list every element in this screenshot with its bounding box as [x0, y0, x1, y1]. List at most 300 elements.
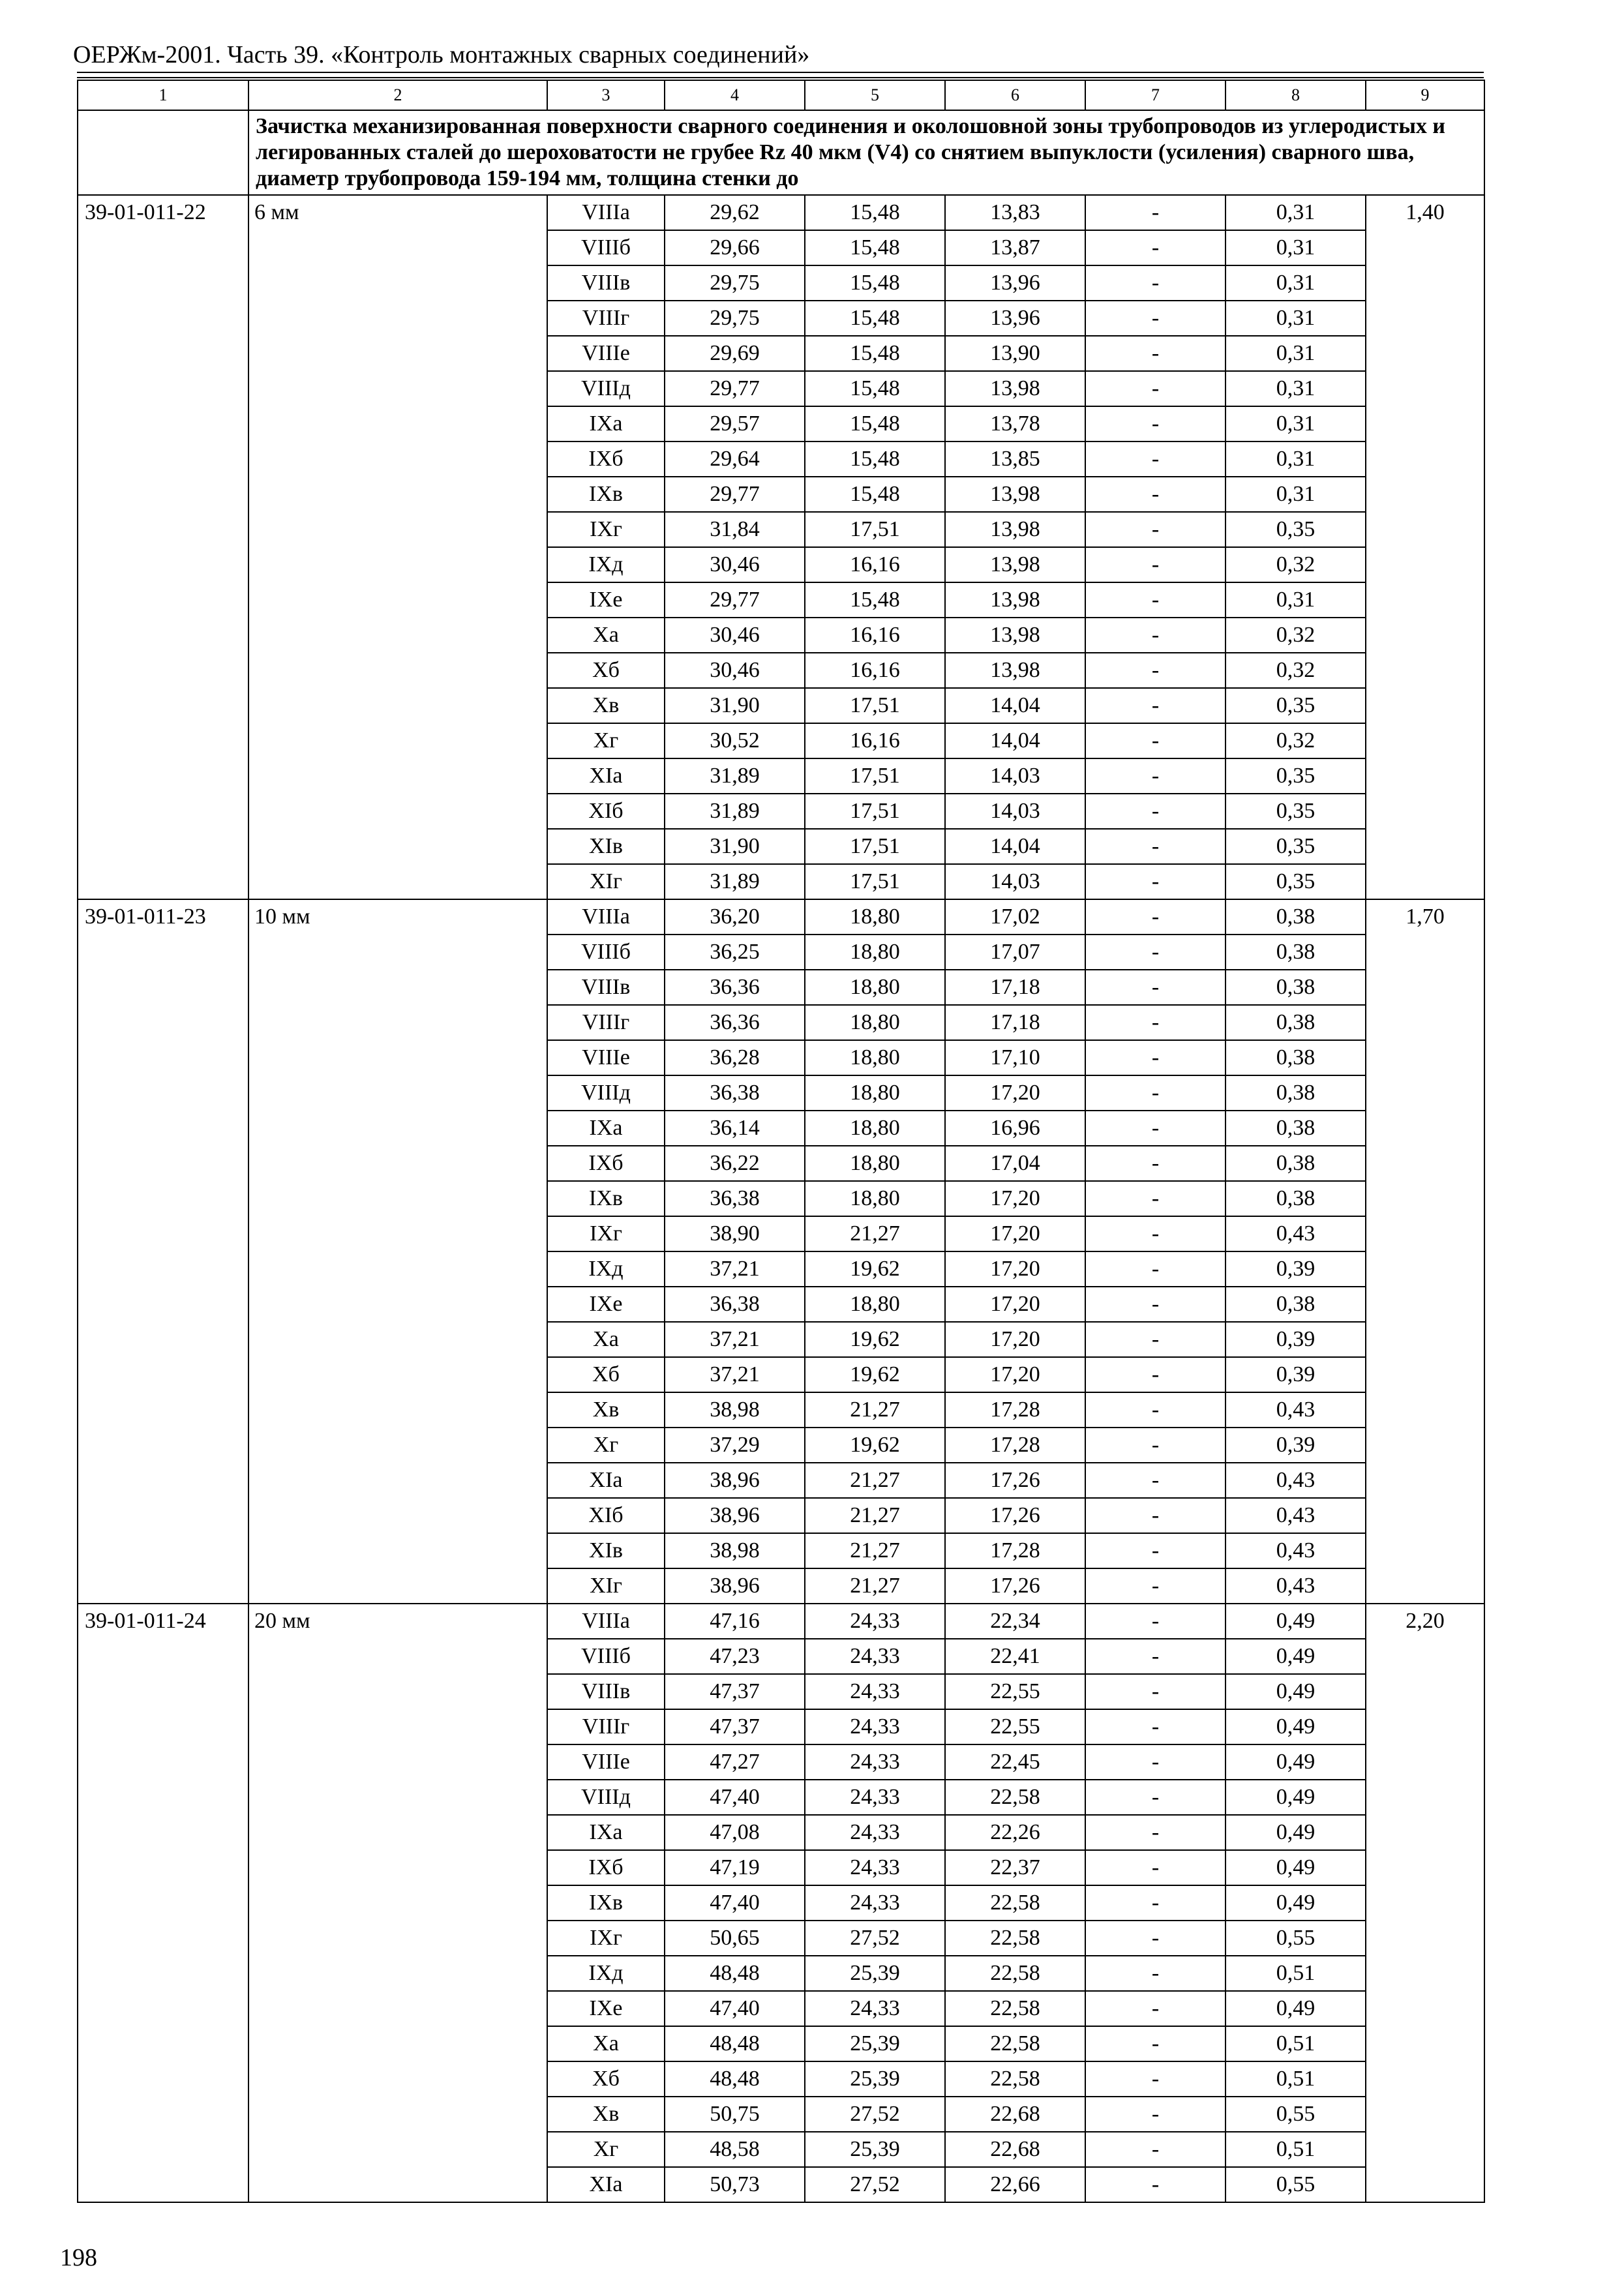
cell-col-7: -: [1085, 1428, 1226, 1463]
cell-col-5: 18,80: [805, 1146, 945, 1181]
column-number: 2: [248, 80, 547, 110]
cell-col-7: -: [1085, 1533, 1226, 1568]
cell-col-6: 22,66: [945, 2167, 1085, 2202]
cell-col-4: 36,28: [665, 1040, 805, 1075]
cell-col-5: 21,27: [805, 1533, 945, 1568]
wall-thickness: 20 мм: [248, 1604, 547, 2202]
cell-col-8: 0,38: [1226, 1287, 1366, 1322]
cell-col-3: VIIIб: [547, 230, 665, 265]
cell-col-6: 22,58: [945, 1956, 1085, 1991]
cell-col-4: 36,25: [665, 935, 805, 970]
cell-col-4: 47,27: [665, 1744, 805, 1780]
cell-col-7: -: [1085, 547, 1226, 582]
cell-col-7: -: [1085, 336, 1226, 371]
cell-col-4: 48,48: [665, 2061, 805, 2097]
cell-col-4: 31,89: [665, 794, 805, 829]
cell-col-4: 47,19: [665, 1850, 805, 1885]
cell-col-7: -: [1085, 723, 1226, 758]
cell-col-3: Xб: [547, 2061, 665, 2097]
cell-col-5: 25,39: [805, 2061, 945, 2097]
cell-col-8: 0,51: [1226, 1956, 1366, 1991]
cell-col-7: -: [1085, 477, 1226, 512]
cell-col-9: 2,20: [1366, 1604, 1484, 2202]
cell-col-7: -: [1085, 512, 1226, 547]
cell-col-3: Xг: [547, 723, 665, 758]
cell-col-6: 17,28: [945, 1392, 1085, 1428]
cell-col-4: 36,38: [665, 1181, 805, 1216]
cell-col-5: 16,16: [805, 547, 945, 582]
cell-col-8: 0,39: [1226, 1428, 1366, 1463]
cell-col-8: 0,38: [1226, 1181, 1366, 1216]
cell-col-4: 48,58: [665, 2132, 805, 2167]
cell-col-3: XIа: [547, 2167, 665, 2202]
section-title-row: [78, 110, 1484, 195]
cell-col-7: -: [1085, 1815, 1226, 1850]
cell-col-5: 15,48: [805, 477, 945, 512]
cell-col-8: 0,31: [1226, 265, 1366, 301]
cell-col-4: 29,77: [665, 371, 805, 406]
cell-col-6: 17,18: [945, 970, 1085, 1005]
cell-col-3: VIIIа: [547, 195, 665, 230]
cell-col-4: 31,90: [665, 688, 805, 723]
cell-col-8: 0,51: [1226, 2026, 1366, 2061]
cell-col-5: 24,33: [805, 1604, 945, 1639]
cell-col-6: 13,98: [945, 618, 1085, 653]
cell-col-6: 13,90: [945, 336, 1085, 371]
cell-col-8: 0,43: [1226, 1216, 1366, 1251]
cell-col-4: 38,96: [665, 1568, 805, 1604]
cell-col-6: 13,98: [945, 371, 1085, 406]
cell-col-4: 47,16: [665, 1604, 805, 1639]
cell-col-4: 47,40: [665, 1885, 805, 1921]
cell-col-9: 1,40: [1366, 195, 1484, 899]
cell-col-6: 22,26: [945, 1815, 1085, 1850]
cell-col-4: 29,62: [665, 195, 805, 230]
cell-col-7: -: [1085, 864, 1226, 899]
cell-col-7: -: [1085, 1709, 1226, 1744]
cell-col-3: IXа: [547, 1111, 665, 1146]
cell-col-8: 0,35: [1226, 688, 1366, 723]
page-number: 198: [60, 2244, 97, 2271]
cell-col-6: 22,58: [945, 1991, 1085, 2026]
cell-col-5: 27,52: [805, 2167, 945, 2202]
norm-code: 39-01-011-23: [78, 899, 248, 1604]
cell-col-4: 47,08: [665, 1815, 805, 1850]
cell-col-8: 0,38: [1226, 970, 1366, 1005]
cell-col-5: 18,80: [805, 1040, 945, 1075]
cell-col-3: VIIIе: [547, 1744, 665, 1780]
cell-col-8: 0,49: [1226, 1744, 1366, 1780]
cell-col-5: 19,62: [805, 1428, 945, 1463]
cell-col-5: 21,27: [805, 1392, 945, 1428]
cell-col-4: 50,75: [665, 2097, 805, 2132]
cell-col-4: 37,29: [665, 1428, 805, 1463]
cell-col-5: 18,80: [805, 1111, 945, 1146]
cell-col-7: -: [1085, 1463, 1226, 1498]
cell-col-6: 22,37: [945, 1850, 1085, 1885]
cell-col-7: -: [1085, 1850, 1226, 1885]
cell-col-5: 25,39: [805, 2026, 945, 2061]
cell-col-7: -: [1085, 301, 1226, 336]
cell-col-5: 19,62: [805, 1357, 945, 1392]
cell-col-6: 22,55: [945, 1709, 1085, 1744]
section-title-blank-cell: [78, 110, 248, 195]
cell-col-8: 0,51: [1226, 2132, 1366, 2167]
cell-col-7: -: [1085, 2167, 1226, 2202]
cell-col-8: 0,38: [1226, 1040, 1366, 1075]
cell-col-8: 0,38: [1226, 1005, 1366, 1040]
cell-col-3: VIIIг: [547, 1005, 665, 1040]
cell-col-7: -: [1085, 1392, 1226, 1428]
cell-col-4: 36,14: [665, 1111, 805, 1146]
cell-col-7: -: [1085, 1991, 1226, 2026]
cell-col-7: -: [1085, 935, 1226, 970]
cell-col-7: -: [1085, 1357, 1226, 1392]
cell-col-4: 36,20: [665, 899, 805, 935]
cell-col-4: 29,75: [665, 265, 805, 301]
cell-col-8: 0,31: [1226, 582, 1366, 618]
cell-col-7: -: [1085, 1111, 1226, 1146]
cell-col-3: XIв: [547, 1533, 665, 1568]
cell-col-7: -: [1085, 1674, 1226, 1709]
cell-col-4: 37,21: [665, 1357, 805, 1392]
cell-col-6: 13,78: [945, 406, 1085, 441]
cell-col-4: 50,73: [665, 2167, 805, 2202]
norm-code: 39-01-011-22: [78, 195, 248, 899]
cell-col-8: 0,38: [1226, 1111, 1366, 1146]
cell-col-5: 24,33: [805, 1815, 945, 1850]
cell-col-4: 31,89: [665, 864, 805, 899]
cell-col-4: 47,40: [665, 1991, 805, 2026]
cell-col-5: 16,16: [805, 653, 945, 688]
cell-col-5: 25,39: [805, 2132, 945, 2167]
cell-col-3: IXд: [547, 1956, 665, 1991]
cell-col-7: -: [1085, 1639, 1226, 1674]
cell-col-6: 17,04: [945, 1146, 1085, 1181]
cell-col-8: 0,55: [1226, 2167, 1366, 2202]
cell-col-4: 30,46: [665, 618, 805, 653]
cell-col-4: 38,98: [665, 1392, 805, 1428]
column-number: 9: [1366, 80, 1484, 110]
cell-col-6: 17,20: [945, 1322, 1085, 1357]
header-rule-bottom: [77, 77, 1484, 78]
cell-col-6: 17,26: [945, 1568, 1085, 1604]
cell-col-6: 22,68: [945, 2132, 1085, 2167]
cell-col-7: -: [1085, 794, 1226, 829]
header-rule-top: [77, 72, 1484, 73]
cell-col-4: 47,37: [665, 1674, 805, 1709]
column-number: 5: [805, 80, 945, 110]
cell-col-8: 0,49: [1226, 1885, 1366, 1921]
cell-col-4: 29,77: [665, 477, 805, 512]
cell-col-8: 0,49: [1226, 1991, 1366, 2026]
cell-col-8: 0,49: [1226, 1604, 1366, 1639]
cell-col-4: 38,90: [665, 1216, 805, 1251]
cell-col-6: 13,98: [945, 653, 1085, 688]
cell-col-3: VIIIг: [547, 301, 665, 336]
cell-col-4: 36,38: [665, 1075, 805, 1111]
cell-col-7: -: [1085, 265, 1226, 301]
cell-col-5: 17,51: [805, 829, 945, 864]
cell-col-3: Xа: [547, 618, 665, 653]
cell-col-3: IXд: [547, 1251, 665, 1287]
cell-col-3: IXа: [547, 406, 665, 441]
cell-col-8: 0,32: [1226, 723, 1366, 758]
cell-col-7: -: [1085, 899, 1226, 935]
cell-col-4: 29,75: [665, 301, 805, 336]
cell-col-6: 17,28: [945, 1428, 1085, 1463]
cell-col-3: Xа: [547, 1322, 665, 1357]
cell-col-5: 19,62: [805, 1251, 945, 1287]
column-number: 4: [665, 80, 805, 110]
cell-col-8: 0,31: [1226, 441, 1366, 477]
cell-col-5: 18,80: [805, 1287, 945, 1322]
cell-col-5: 18,80: [805, 935, 945, 970]
cell-col-7: -: [1085, 1251, 1226, 1287]
cell-col-3: IXв: [547, 477, 665, 512]
cell-col-8: 0,35: [1226, 794, 1366, 829]
cell-col-3: VIIIд: [547, 371, 665, 406]
cell-col-3: VIIIб: [547, 935, 665, 970]
cell-col-6: 14,03: [945, 794, 1085, 829]
cell-col-8: 0,38: [1226, 935, 1366, 970]
cell-col-7: -: [1085, 618, 1226, 653]
cell-col-4: 29,57: [665, 406, 805, 441]
cell-col-7: -: [1085, 758, 1226, 794]
cell-col-8: 0,51: [1226, 2061, 1366, 2097]
wall-thickness: 6 мм: [248, 195, 547, 899]
cell-col-3: Xб: [547, 653, 665, 688]
cell-col-5: 21,27: [805, 1498, 945, 1533]
cell-col-6: 22,34: [945, 1604, 1085, 1639]
cell-col-7: -: [1085, 1040, 1226, 1075]
cell-col-7: -: [1085, 1568, 1226, 1604]
cell-col-8: 0,43: [1226, 1463, 1366, 1498]
cell-col-3: IXг: [547, 1921, 665, 1956]
cell-col-3: IXе: [547, 1991, 665, 2026]
cell-col-3: IXд: [547, 547, 665, 582]
cell-col-6: 22,58: [945, 2061, 1085, 2097]
cell-col-5: 15,48: [805, 230, 945, 265]
cell-col-7: -: [1085, 1287, 1226, 1322]
cell-col-3: IXг: [547, 1216, 665, 1251]
cell-col-7: -: [1085, 406, 1226, 441]
cell-col-5: 15,48: [805, 301, 945, 336]
cell-col-7: -: [1085, 195, 1226, 230]
cell-col-5: 15,48: [805, 441, 945, 477]
cell-col-8: 0,38: [1226, 1075, 1366, 1111]
cell-col-8: 0,35: [1226, 864, 1366, 899]
cell-col-3: Xг: [547, 1428, 665, 1463]
cell-col-3: VIIIв: [547, 970, 665, 1005]
cell-col-6: 17,26: [945, 1463, 1085, 1498]
cell-col-7: -: [1085, 371, 1226, 406]
cell-col-6: 17,18: [945, 1005, 1085, 1040]
cell-col-5: 18,80: [805, 899, 945, 935]
cell-col-7: -: [1085, 1956, 1226, 1991]
cell-col-5: 27,52: [805, 2097, 945, 2132]
cell-col-5: 21,27: [805, 1216, 945, 1251]
cell-col-4: 48,48: [665, 2026, 805, 2061]
cell-col-8: 0,49: [1226, 1674, 1366, 1709]
cell-col-5: 15,48: [805, 265, 945, 301]
cell-col-6: 22,41: [945, 1639, 1085, 1674]
cell-col-6: 14,04: [945, 688, 1085, 723]
cell-col-5: 24,33: [805, 1639, 945, 1674]
cell-col-8: 0,31: [1226, 336, 1366, 371]
cell-col-8: 0,32: [1226, 618, 1366, 653]
cell-col-8: 0,39: [1226, 1251, 1366, 1287]
cell-col-8: 0,49: [1226, 1850, 1366, 1885]
cell-col-8: 0,31: [1226, 477, 1366, 512]
cell-col-6: 13,98: [945, 477, 1085, 512]
cell-col-7: -: [1085, 1604, 1226, 1639]
cell-col-8: 0,49: [1226, 1709, 1366, 1744]
cell-col-4: 38,98: [665, 1533, 805, 1568]
cell-col-3: VIIIе: [547, 1040, 665, 1075]
cell-col-5: 16,16: [805, 618, 945, 653]
cell-col-6: 14,04: [945, 723, 1085, 758]
cell-col-3: XIа: [547, 758, 665, 794]
cell-col-5: 24,33: [805, 1780, 945, 1815]
cell-col-6: 17,20: [945, 1357, 1085, 1392]
cell-col-5: 17,51: [805, 864, 945, 899]
cell-col-5: 15,48: [805, 406, 945, 441]
cell-col-8: 0,31: [1226, 406, 1366, 441]
cell-col-3: IXв: [547, 1181, 665, 1216]
cell-col-9: 1,70: [1366, 899, 1484, 1604]
cell-col-5: 18,80: [805, 970, 945, 1005]
cell-col-6: 13,85: [945, 441, 1085, 477]
cell-col-3: VIIIг: [547, 1709, 665, 1744]
cell-col-5: 21,27: [805, 1568, 945, 1604]
cell-col-4: 31,84: [665, 512, 805, 547]
cell-col-4: 29,69: [665, 336, 805, 371]
cell-col-7: -: [1085, 970, 1226, 1005]
cell-col-8: 0,49: [1226, 1780, 1366, 1815]
cell-col-7: -: [1085, 2026, 1226, 2061]
cell-col-4: 48,48: [665, 1956, 805, 1991]
wall-thickness: 10 мм: [248, 899, 547, 1604]
cell-col-5: 24,33: [805, 1709, 945, 1744]
column-number: 6: [945, 80, 1085, 110]
cell-col-6: 17,20: [945, 1075, 1085, 1111]
cell-col-3: IXа: [547, 1815, 665, 1850]
norms-table: [77, 80, 1485, 2203]
cell-col-6: 17,10: [945, 1040, 1085, 1075]
cell-col-5: 21,27: [805, 1463, 945, 1498]
cell-col-6: 17,07: [945, 935, 1085, 970]
cell-col-6: 13,87: [945, 230, 1085, 265]
cell-col-4: 47,40: [665, 1780, 805, 1815]
cell-col-5: 17,51: [805, 688, 945, 723]
cell-col-5: 19,62: [805, 1322, 945, 1357]
cell-col-3: VIIIв: [547, 1674, 665, 1709]
cell-col-4: 38,96: [665, 1498, 805, 1533]
cell-col-8: 0,43: [1226, 1498, 1366, 1533]
cell-col-5: 18,80: [805, 1075, 945, 1111]
cell-col-8: 0,39: [1226, 1357, 1366, 1392]
cell-col-5: 15,48: [805, 195, 945, 230]
cell-col-7: -: [1085, 1322, 1226, 1357]
cell-col-6: 13,98: [945, 582, 1085, 618]
cell-col-8: 0,35: [1226, 512, 1366, 547]
cell-col-3: IXг: [547, 512, 665, 547]
cell-col-3: IXб: [547, 1146, 665, 1181]
cell-col-3: Xв: [547, 1392, 665, 1428]
cell-col-6: 17,28: [945, 1533, 1085, 1568]
column-numbers-row: [78, 80, 1484, 110]
cell-col-6: 16,96: [945, 1111, 1085, 1146]
cell-col-8: 0,31: [1226, 195, 1366, 230]
cell-col-3: Xб: [547, 1357, 665, 1392]
cell-col-5: 27,52: [805, 1921, 945, 1956]
cell-col-8: 0,38: [1226, 899, 1366, 935]
cell-col-5: 18,80: [805, 1005, 945, 1040]
cell-col-3: IXв: [547, 1885, 665, 1921]
cell-col-4: 36,36: [665, 1005, 805, 1040]
cell-col-6: 17,02: [945, 899, 1085, 935]
cell-col-3: XIв: [547, 829, 665, 864]
cell-col-8: 0,43: [1226, 1533, 1366, 1568]
cell-col-5: 24,33: [805, 1674, 945, 1709]
cell-col-6: 17,20: [945, 1181, 1085, 1216]
cell-col-8: 0,31: [1226, 230, 1366, 265]
cell-col-4: 37,21: [665, 1251, 805, 1287]
cell-col-8: 0,38: [1226, 1146, 1366, 1181]
cell-col-7: -: [1085, 1780, 1226, 1815]
cell-col-3: VIIIе: [547, 336, 665, 371]
cell-col-3: Xв: [547, 2097, 665, 2132]
cell-col-3: VIIIв: [547, 265, 665, 301]
cell-col-8: 0,32: [1226, 653, 1366, 688]
cell-col-8: 0,49: [1226, 1815, 1366, 1850]
cell-col-4: 36,38: [665, 1287, 805, 1322]
table-body: [78, 80, 1484, 2202]
cell-col-6: 17,20: [945, 1287, 1085, 1322]
cell-col-6: 14,03: [945, 758, 1085, 794]
cell-col-6: 17,20: [945, 1251, 1085, 1287]
cell-col-3: IXе: [547, 1287, 665, 1322]
cell-col-5: 17,51: [805, 794, 945, 829]
cell-col-6: 22,58: [945, 1921, 1085, 1956]
cell-col-7: -: [1085, 1075, 1226, 1111]
cell-col-8: 0,35: [1226, 829, 1366, 864]
cell-col-7: -: [1085, 1005, 1226, 1040]
cell-col-3: XIг: [547, 864, 665, 899]
cell-col-4: 38,96: [665, 1463, 805, 1498]
cell-col-4: 30,46: [665, 653, 805, 688]
cell-col-5: 24,33: [805, 1885, 945, 1921]
cell-col-5: 18,80: [805, 1181, 945, 1216]
cell-col-6: 22,55: [945, 1674, 1085, 1709]
section-title: Зачистка механизированная поверхности сварного соединения и околошовной зоны трубопроводов из углеродистых и легированных сталей до шероховатости не грубее Rz 40 мкм (V4) со снятием выпуклости (усиления) сварного шва, диаметр трубопровода 159-194 мм, толщина стенки до: [248, 110, 1484, 195]
cell-col-7: -: [1085, 582, 1226, 618]
cell-col-5: 15,48: [805, 582, 945, 618]
cell-col-7: -: [1085, 1498, 1226, 1533]
cell-col-6: 22,58: [945, 1780, 1085, 1815]
cell-col-6: 17,26: [945, 1498, 1085, 1533]
cell-col-4: 29,64: [665, 441, 805, 477]
cell-col-4: 50,65: [665, 1921, 805, 1956]
cell-col-5: 17,51: [805, 512, 945, 547]
cell-col-3: IXе: [547, 582, 665, 618]
cell-col-8: 0,49: [1226, 1639, 1366, 1674]
table-row: [78, 1604, 1484, 1639]
cell-col-4: 31,90: [665, 829, 805, 864]
cell-col-5: 25,39: [805, 1956, 945, 1991]
cell-col-3: VIIIд: [547, 1780, 665, 1815]
